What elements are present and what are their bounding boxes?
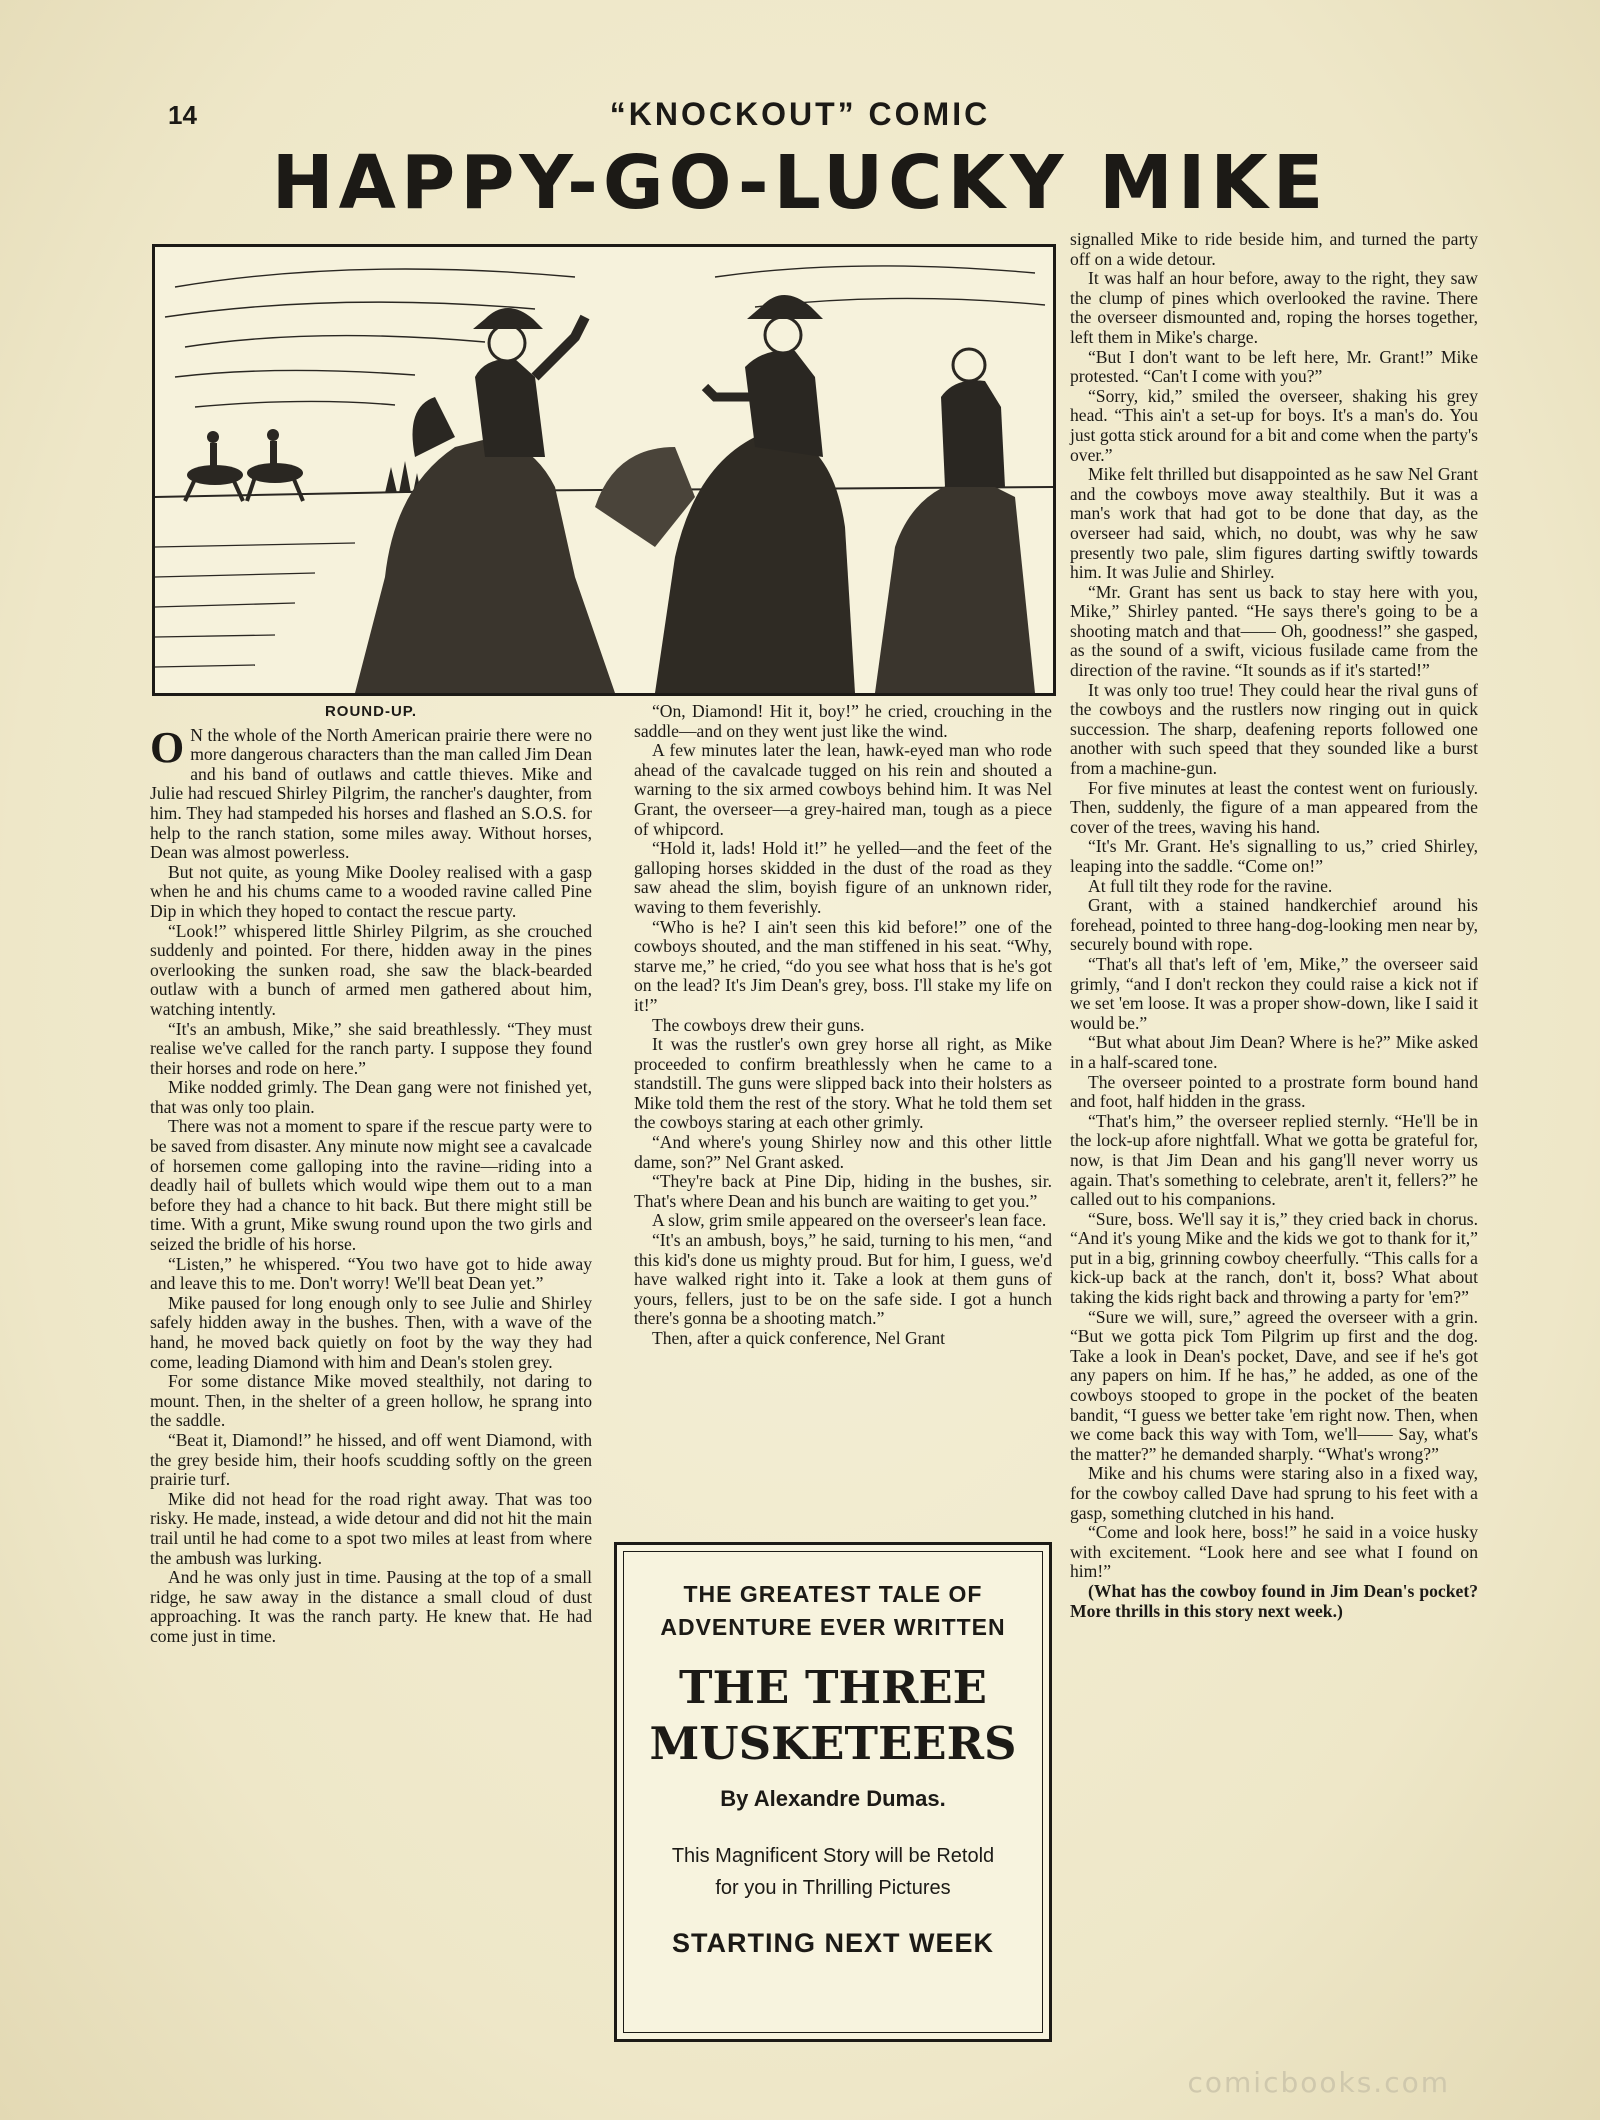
story-paragraph: For five minutes at least the contest went on furiously. Then, suddenly, the figure of a man appeared from the cover of the trees, waving his hand. — [1070, 777, 1478, 837]
advert-author: By Alexandre Dumas. — [720, 1786, 946, 1811]
three-musketeers-advert — [614, 1542, 1052, 2042]
next-week-teaser: (What has the cowboy found in Jim Dean's pocket? More thrills in this story next week.) — [1070, 1580, 1478, 1621]
drop-cap: O — [150, 722, 185, 772]
story-paragraph: There was not a moment to spare if the rescue party were to be saved from disaster. Any minute now might see a cavalcade of horsemen come galloping into the ravine—riding into a deadly hail of bullets which would wipe them out to a man before they had a chance to hit back. But there might still be time. With a grunt, Mike swung round upon the two girls and seized the bridle of his horse. — [150, 1116, 592, 1255]
text-column-left — [150, 702, 592, 1647]
story-paragraph: “It's an ambush, boys,” he said, turning to his men, “and this kid's done us mighty proud. But for him, I guess, we'd have walked right into it. Take a look at them guns of yours, fellers, just to be on the safe side. I got a hunch there's gonna be a shooting match.” — [634, 1230, 1052, 1329]
story-paragraph: “Sorry, kid,” smiled the overseer, shaking his grey head. “This ain't a set-up for boys. It's a man's do. You just gotta stick around for a bit and come when the party's over.” — [1070, 385, 1478, 465]
story-paragraph: “But what about Jim Dean? Where is he?” Mike asked in a half-scared tone. — [1070, 1032, 1478, 1072]
story-paragraph: “Look!” whispered little Shirley Pilgrim, as she crouched suddenly and pointed. For there, hidden away in the pines overlooking the sunken road, she saw the black-bearded outlaw with a bunch of armed men gathered about him, watching intently. — [150, 920, 592, 1019]
story-paragraph: “Beat it, Diamond!” he hissed, and off went Diamond, with the grey beside him, their hoofs scudding softly on the green prairie turf. — [150, 1429, 592, 1490]
story-paragraph: “Mr. Grant has sent us back to stay here with you, Mike,” Shirley panted. “He says there's going to be a shooting match and that—— Oh, goodness!” she gasped, as the sound of a swift, vicious fusilade came from the direction of the ravine. “It sounds as if it's started!” — [1070, 581, 1478, 681]
advert-title: THE THREE MUSKETEERS — [649, 1661, 1017, 1770]
story-paragraph: “That's all that's left of 'em, Mike,” the overseer said grimly, “and I don't reckon they could raise a kick not if we set 'em loose. It was a proper show-down, like I said it would be.” — [1070, 953, 1478, 1033]
story-paragraph: A slow, grim smile appeared on the overseer's lean face. — [652, 1210, 1047, 1231]
story-paragraph: “Sure we will, sure,” agreed the overseer with a grin. “But we gotta pick Tom Pilgrim up first and the dog. Take a look in Dean's pocket, Dave, and see if he's got any papers on him. If he has,” he added, as one of the cowboys stooped to grope in the pocket of the beaten bandit, “I guess we better take 'em right now. Then, when we come back this way with Tom, we'll—— Say, what's the matter?” he demanded sharply. “What's wrong?” — [1070, 1306, 1478, 1464]
story-paragraph: O N the whole of the North American prairie there were no more dangerous characters than the man called Jim Dean and his band of outlaws and cattle thieves. Mike and Julie had rescued Shirley Pilgrim, the rancher's daughter, from him. They had stampeded his horses and flashed an S.O.S. for help to the ranch station, some miles away. Without horses, Dean was almost powerless. — [150, 722, 592, 863]
story-paragraph: Mike and his chums were staring also in a fixed way, for the cowboy called Dave had sprung to his feet with a gasp, something clutched in his hand. — [1070, 1463, 1478, 1523]
story-paragraph: The overseer pointed to a prostrate form bound hand and foot, half hidden in the grass. — [1070, 1071, 1478, 1112]
story-paragraph: “Listen,” he whispered. “You two have got to hide away and leave this to me. Don't worry! We'll beat Dean yet.” — [150, 1253, 592, 1294]
story-paragraph: “They're back at Pine Dip, hiding in the bushes, sir. That's where Dean and his bunch are waiting to get you.” — [634, 1171, 1052, 1211]
story-paragraph: “On, Diamond! Hit it, boy!” he cried, crouching in the saddle—and on they went just like the wind. — [634, 701, 1052, 741]
story-title: HAPPY-GO-LUCKY MIKE — [271, 140, 1329, 226]
story-paragraph: A few minutes later the lean, hawk-eyed man who rode ahead of the cavalcade tugged on his rein and shouted a warning to the six armed cowboys behind him. It was Nel Grant, the overseer—a grey-haired man, tough as a piece of whipcord. — [634, 740, 1052, 839]
story-paragraph: “Sure, boss. We'll say it is,” they cried back in chorus. “And it's young Mike and the kids we got to thank for it,” put in a big, grinning cowboy cheerfully. “This calls for a kick-up back at the ranch, don't it, boss? What about taking the kids right back and throwing a party for 'em?” — [1070, 1208, 1478, 1308]
text-column-middle — [634, 702, 1052, 1349]
story-paragraph: “It's Mr. Grant. He's signalling to us,” cried Shirley, leaping into the saddle. “Come on!” — [1070, 836, 1478, 876]
story-paragraph: Then, after a quick conference, Nel Grant — [652, 1328, 946, 1348]
story-paragraph: It was half an hour before, away to the right, they saw the clump of pines which overlooked the ravine. There the overseer dismounted and, roping the horses together, left them in Mike's charge. — [1070, 268, 1478, 347]
story-paragraph: “Hold it, lads! Hold it!” he yelled—and the feet of the galloping horses skidded in the dust of the road as they saw ahead the slim, boyish figure of an unknown rider, waving to them feverishly. — [634, 838, 1052, 917]
story-paragraph: Mike did not head for the road right away. That was too risky. He made, instead, a wide detour and did not hit the main trail until he had come to a spot two miles at least from where the ambush was lurking. — [150, 1488, 592, 1568]
story-paragraph: Grant, with a stained handkerchief around his forehead, pointed to three hang-dog-looking men near by, securely bound with rope. — [1070, 895, 1478, 955]
story-paragraph: It was only too true! They could hear the rival guns of the cowboys and the rustlers now ringing out in quick succession. The sharp, deafening reports followed one another with such speed that they sounded like a burst from a machine-gun. — [1070, 679, 1478, 779]
story-paragraph: signalled Mike to ride beside him, and turned the party off on a wide detour. — [1070, 229, 1478, 269]
story-paragraph: “That's him,” the overseer replied sternly. “He'll be in the lock-up afore nightfall. What we gotta be grateful for, now, is that Jim Dean and his gang'll never worry us again. That's something to celebrate, aren't it, fellers?” he called out to his companions. — [1070, 1110, 1478, 1210]
story-paragraph: “And where's young Shirley now and this other little dame, son?” Nel Grant asked. — [634, 1132, 1052, 1172]
story-paragraph: “Come and look here, boss!” he said in a voice husky with excitement. “Look here and see what I found on him!” — [1070, 1522, 1478, 1582]
story-paragraph: Mike paused for long enough only to see Julie and Shirley safely hidden away in the bushes. Then, with a wave of the hand, he moved back quietly on foot by the way they had come, leading Diamond with him and Dean's stolen grey. — [150, 1292, 592, 1372]
running-head: “KNOCKOUT” COMIC — [609, 96, 991, 132]
advert-footer: STARTING NEXT WEEK — [671, 1928, 994, 1958]
watermark: comicbooks.com — [1187, 2066, 1450, 2099]
story-paragraph: At full tilt they rode for the ravine. — [1088, 875, 1333, 896]
advert-blurb: This Magnificent Story will be Retold for you in Thrilling Pictures — [671, 1845, 995, 1899]
story-paragraph: The cowboys drew their guns. — [652, 1014, 865, 1035]
section-heading: ROUND-UP. — [324, 703, 418, 720]
advert-inner-border — [623, 1551, 1043, 2033]
advert-headline: THE GREATEST TALE OF ADVENTURE EVER WRITTEN — [660, 1581, 1006, 1640]
story-paragraph: Mike nodded grimly. The Dean gang were not finished yet, that was only too plain. — [150, 1077, 592, 1117]
story-paragraph: For some distance Mike moved stealthily, not daring to mount. Then, in the shelter of a green hollow, he sprang into the saddle. — [150, 1371, 592, 1431]
text-column-right — [1070, 230, 1478, 1621]
story-paragraph: And he was only just in time. Pausing at the top of a small ridge, he saw away in the distance a small cloud of dust approaching. It was the ranch party. He knew that. He had come just in time. — [150, 1567, 592, 1646]
story-paragraph: But not quite, as young Mike Dooley realised with a gasp when he and his chums came to a wooded ravine called Pine Dip in which they hoped to contact the rescue party. — [150, 861, 592, 921]
story-paragraph: Mike felt thrilled but disappointed as he saw Nel Grant and the cowboys move away stealthily. But it was a man's work that had got to be done that day, as the overseer had said, which, no doubt, was why he saw presently two pale, slim figures darting swiftly towards him. It was Julie and Shirley. — [1070, 464, 1478, 583]
story-paragraph: “But I don't want to be left here, Mr. Grant!” Mike protested. “Can't I come with you?” — [1070, 346, 1478, 387]
story-paragraph: “It's an ambush, Mike,” she said breathlessly. “They must realise we've called for the ranch party. I suppose they found their horses and rode on here.” — [150, 1018, 592, 1078]
story-paragraph: It was the rustler's own grey horse all right, as Mike proceeded to confirm breathlessly when he came to a standstill. The guns were slipped back into their holsters as Mike told them the rest of the story. What he told them set the cowboys staring at each other grimly. — [634, 1034, 1052, 1133]
story-paragraph: “Who is he? I ain't seen this kid before!” one of the cowboys shouted, and the man stiffened in his seat. “Why, starve me,” he cried, “do you see what hoss that is he's got on the lead? It's Jim Dean's grey, boss. I'll stake my life on it!” — [634, 916, 1052, 1015]
illustration-drawing — [155, 247, 1053, 693]
cowboys-on-horseback-illustration — [152, 244, 1056, 696]
page-number: 14 — [168, 100, 197, 130]
